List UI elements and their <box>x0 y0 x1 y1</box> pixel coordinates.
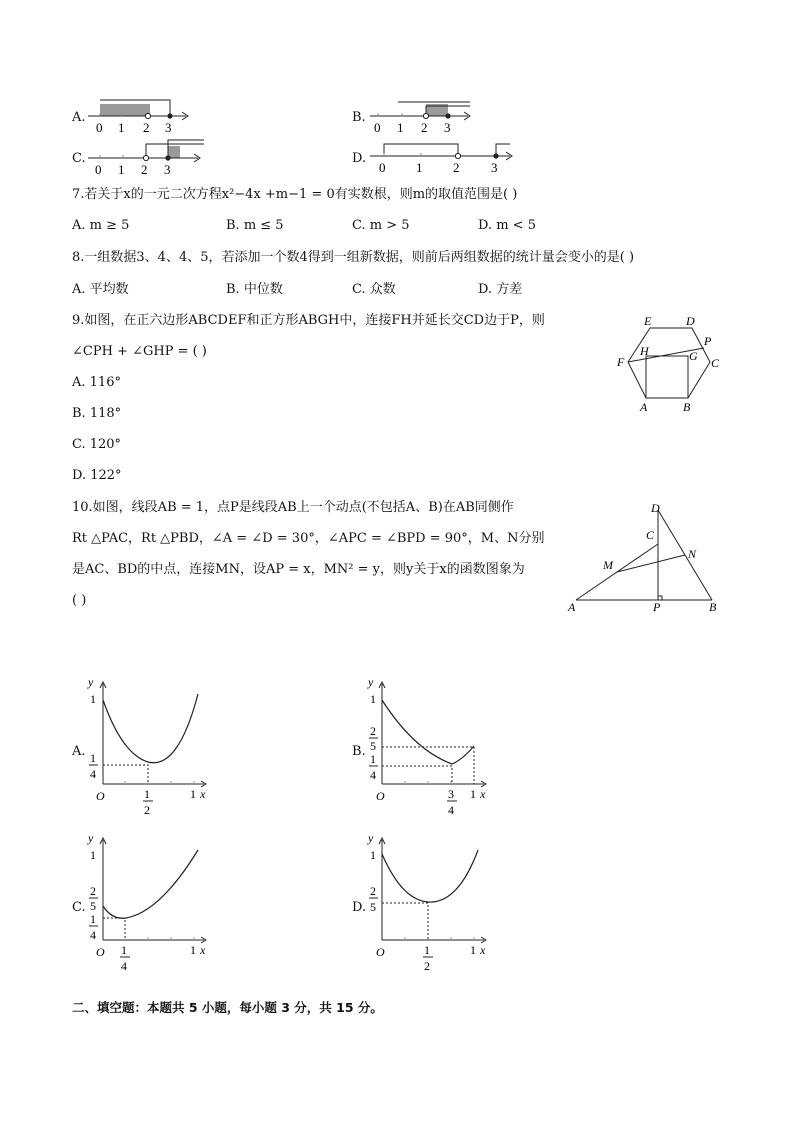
graph-c-xfrac-num: 1 <box>121 943 127 957</box>
q6a-tick-1: 1 <box>118 120 125 135</box>
q9-stem-line2: ∠CPH + ∠GHP = ( ) <box>72 344 207 359</box>
q7-stem: 7.若关于x的一元二次方程x²−4x +m−1 = 0有实数根，则m的取值范围是( ) <box>72 187 518 202</box>
graph-b-yfrac-den: 4 <box>370 768 376 782</box>
section-2-heading: 二、填空题：本题共 5 小题，每小题 3 分，共 15 分。 <box>72 1000 383 1015</box>
q6-option-c-letter: C. <box>72 151 86 166</box>
graph-a-one-y: 1 <box>90 692 96 706</box>
graph-d-axis-y: y <box>368 831 374 845</box>
q6-option-d-number-line <box>368 136 528 178</box>
q6-option-b-number-line <box>368 96 478 138</box>
graph-b-letter: B. <box>352 744 366 759</box>
q10-label-d: D <box>651 501 660 515</box>
graph-d-yfrac-num: 2 <box>370 884 376 898</box>
graph-c-yfrac-top-num: 2 <box>90 884 96 898</box>
q9-option-c: C. 120° <box>72 437 122 452</box>
graph-c-yfrac-num: 1 <box>90 912 96 926</box>
q6c-tick-3: 3 <box>164 162 171 177</box>
q6-option-d-letter: D. <box>352 151 367 166</box>
graph-c-one-y: 1 <box>90 848 96 862</box>
graph-b-yfrac-num: 1 <box>370 752 376 766</box>
q6d-tick-0: 0 <box>379 160 386 175</box>
graph-b-one-y: 1 <box>370 692 376 706</box>
q9-label-f: F <box>617 355 625 369</box>
q6b-tick-3: 3 <box>444 120 451 135</box>
graph-d-axis-x: x <box>480 943 486 957</box>
q6d-tick-3: 3 <box>491 160 498 175</box>
graph-a-xfrac-num: 1 <box>144 787 150 801</box>
graph-c-xfrac-den: 4 <box>121 959 127 973</box>
q10-line2: Rt △PAC，Rt △PBD，∠A = ∠D = 30°，∠APC = ∠BPD = 90°，M、N分别 <box>72 531 545 546</box>
graph-a <box>84 672 224 822</box>
graph-d-yfrac-den: 5 <box>370 900 376 914</box>
graph-b-axis-y: y <box>368 675 374 689</box>
q10-label-b: B <box>709 600 717 614</box>
graph-d-one-y: 1 <box>370 848 376 862</box>
graph-d-xfrac-num: 1 <box>424 943 430 957</box>
q9-option-b: B. 118° <box>72 406 122 421</box>
graph-c-axis-x: x <box>200 943 206 957</box>
graph-c-axis-y: y <box>88 831 94 845</box>
q6b-tick-1: 1 <box>397 120 404 135</box>
q10-line4: ( ) <box>72 593 87 608</box>
graph-b-xfrac-den: 4 <box>448 803 454 817</box>
graph-a-yfrac-num: 1 <box>90 751 96 765</box>
graph-c-yfrac-top-den: 5 <box>90 899 96 913</box>
graph-a-origin: O <box>96 789 105 803</box>
q6a-tick-0: 0 <box>96 120 103 135</box>
q7-option-d: D. m < 5 <box>478 218 536 233</box>
q10-label-a: A <box>568 600 576 614</box>
q10-line3: 是AC、BD的中点，连接MN，设AP = x，MN² = y，则y关于x的函数图象为 <box>72 562 525 577</box>
q6b-tick-0: 0 <box>374 120 381 135</box>
q9-label-g: G <box>689 349 698 363</box>
q6a-tick-3: 3 <box>165 120 172 135</box>
q6d-tick-1: 1 <box>416 160 423 175</box>
graph-a-letter: A. <box>72 744 86 759</box>
q10-label-c: C <box>646 528 655 542</box>
q7-option-c: C. m > 5 <box>352 218 410 233</box>
graph-a-axis-x: x <box>200 787 206 801</box>
graph-b-yfrac-top-num: 2 <box>370 724 376 738</box>
graph-d <box>364 828 504 978</box>
q6b-tick-2: 2 <box>421 120 428 135</box>
q6d-tick-2: 2 <box>453 160 460 175</box>
q7-option-b: B. m ≤ 5 <box>226 218 284 233</box>
graph-a-xfrac-den: 2 <box>144 803 150 817</box>
q10-label-p: P <box>653 600 661 614</box>
q10-label-m: M <box>603 558 613 572</box>
q9-option-d: D. 122° <box>72 468 122 483</box>
graph-c-origin: O <box>96 945 105 959</box>
graph-d-one-x: 1 <box>470 943 476 957</box>
q6-option-a-number-line <box>86 96 196 138</box>
q9-hexagon-figure <box>612 310 722 420</box>
q9-label-d: D <box>686 314 695 328</box>
q9-label-e: E <box>644 314 652 328</box>
q6c-tick-1: 1 <box>118 162 125 177</box>
graph-c-yfrac-den: 4 <box>90 928 96 942</box>
q6-option-a-letter: A. <box>72 110 86 125</box>
graph-c-one-x: 1 <box>190 943 196 957</box>
q9-stem-line1: 9.如图，在正六边形ABCDEF和正方形ABGH中，连接FH并延长交CD边于P，则 <box>72 313 545 328</box>
q9-label-b: B <box>683 400 691 414</box>
q9-label-c: C <box>711 356 720 370</box>
graph-d-origin: O <box>376 945 385 959</box>
graph-b-origin: O <box>376 789 385 803</box>
q9-label-h: H <box>640 344 649 358</box>
q6c-tick-2: 2 <box>141 162 148 177</box>
q7-option-a: A. m ≥ 5 <box>72 218 130 233</box>
graph-a-yfrac-den: 4 <box>90 767 96 781</box>
q10-line1: 10.如图，线段AB = 1，点P是线段AB上一个动点(不包括A、B)在AB同侧作 <box>72 500 514 515</box>
q6-option-b-letter: B. <box>352 110 366 125</box>
q9-option-a: A. 116° <box>72 375 121 390</box>
graph-d-letter: D. <box>352 900 367 915</box>
graph-b-one-x: 1 <box>470 787 476 801</box>
q8-stem: 8.一组数据3、4、4、5，若添加一个数4得到一组新数据，则前后两组数据的统计量会变小的是( ) <box>72 250 635 265</box>
graph-d-xfrac-den: 2 <box>424 959 430 973</box>
graph-a-one-x: 1 <box>190 787 196 801</box>
q8-option-d: D. 方差 <box>478 282 523 297</box>
q6c-tick-0: 0 <box>95 162 102 177</box>
graph-b-axis-x: x <box>480 787 486 801</box>
q9-label-a: A <box>640 400 648 414</box>
graph-b-xfrac-num: 3 <box>448 787 454 801</box>
graph-c <box>84 828 224 978</box>
q6a-tick-2: 2 <box>143 120 150 135</box>
graph-b-yfrac-top-den: 5 <box>370 739 376 753</box>
q8-option-c: C. 众数 <box>352 282 396 297</box>
q9-label-p: P <box>704 334 712 348</box>
q10-triangle-figure <box>566 500 726 620</box>
graph-c-letter: C. <box>72 900 86 915</box>
graph-a-axis-y: y <box>88 675 94 689</box>
q8-option-b: B. 中位数 <box>226 282 283 297</box>
q8-option-a: A. 平均数 <box>72 282 129 297</box>
graph-b <box>364 672 504 822</box>
q10-label-n: N <box>688 547 697 561</box>
q6-option-c-number-line <box>86 136 216 178</box>
